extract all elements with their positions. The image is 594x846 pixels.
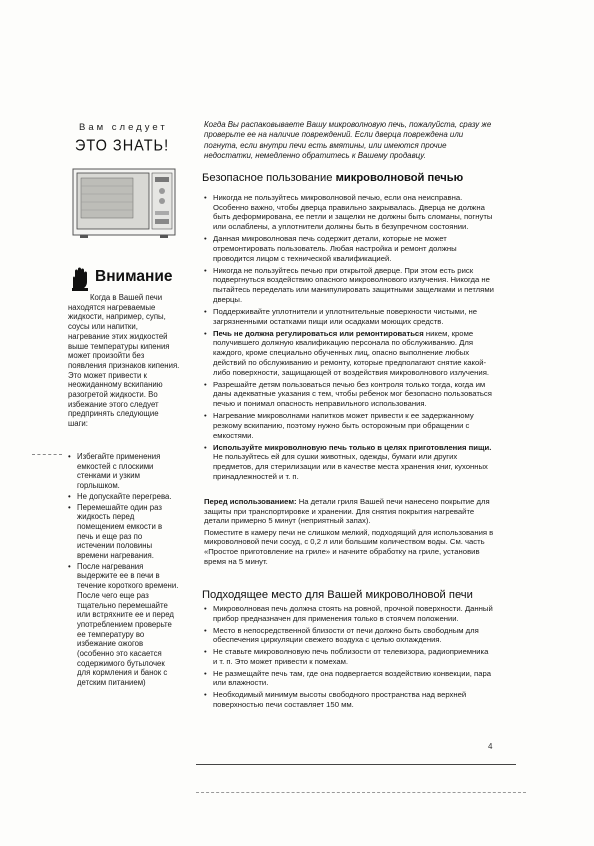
kicker-text: Вам следует xyxy=(79,122,168,133)
warning-paragraph: Когда в Вашей печи находятся нагреваемые жидкости, например, супы, соусы или напитки, нагревание этих жидкостей выше температуры кипения может произойти без появления признаков кипения. Это может привести к неожиданному вскипанию разогретой жидкости. Во избежание этого следует предпринять следующие шаги: xyxy=(68,293,180,429)
list-item: • Перемешайте один раз жидкость перед помещением емкости в печь и еще раз по истечении половины времени нагревания. xyxy=(68,503,180,561)
list-item: • Не размещайте печь там, где она подвергается воздействию конвекции, пара или влажности. xyxy=(204,669,494,688)
item-lead: Печь не должна регулироваться или ремонтироваться xyxy=(213,328,424,338)
divider xyxy=(32,454,62,455)
list-item xyxy=(204,193,494,232)
list-item: • Необходимый минимум высоты свободного пространства над верхней поверхностью печи составляет 150 мм. xyxy=(204,690,494,709)
before-use-paragraph-2: Поместите в камеру печи не слишком мелкий, подходящий для использования в микроволновой печи сосуд, с 0,2 л или большим количеством воды. См. часть «Простое приготовление на гриле» и начните обработку на гриле, установив время на 5 минут. xyxy=(204,527,494,566)
item-text: Никогда не пользуйтесь микроволновой печью, если она неисправна. Особенно важно, чтобы дверца правильно закрывалась. Дверца не должна быть деформирована, ее петли и защелки не должны быть сломаны, погнуты или ослаблены, а уплотнители должны быть в безупречном состоянии. xyxy=(213,193,493,232)
item-text: Разрешайте детям пользоваться печью без контроля только тогда, когда им даны адекватные указания с тем, чтобы ребенок мог безопасно пользоваться печью и понимал опасность неправильного использования. xyxy=(213,379,492,409)
item-lead: Используйте микроволновую печь только в целях приготовления пищи. xyxy=(213,442,492,452)
list-item: • Избегайте применения емкостей с плоскими стенками и узким горлышком. xyxy=(68,452,180,491)
list-item: • После нагревания выдержите ее в печи в течение короткого времени. После чего еще раз тщательно перемешайте или встряхните ее и перед употреблением проверьте ее температуру во избежание ожогов (особенно это касается содержимого бутылочек для кормления и банок с детским питанием) xyxy=(68,562,180,688)
item-text: Никогда не пользуйтесь печью при открытой дверце. При этом есть риск подвергнуться воздействию опасного микроволнового излучения. Никогда не пытайтесь переделать или манипулировать защитными защелками и петлями дверцы. xyxy=(213,265,494,304)
placement-list xyxy=(204,604,494,712)
section-title-part: Безопасное пользование xyxy=(202,172,336,184)
list-item: • Не допускайте перегрева. xyxy=(68,492,180,502)
list-item xyxy=(204,234,494,263)
list-item: • Не ставьте микроволновую печь поблизости от телевизора, радиоприемника и т. п. Это может привести к помехам. xyxy=(204,647,494,666)
before-use-block xyxy=(204,497,494,568)
item-text: Не пользуйтесь ей для сушки животных, одежды, бумаги или других предметов, для стерилизации или в качестве места хранения книг, кухонных принадлежностей и т. п. xyxy=(213,452,488,481)
footer-rule-dashed xyxy=(196,792,526,793)
section-title-part: микроволновой печью xyxy=(335,172,464,184)
list-item xyxy=(204,443,494,482)
safety-list xyxy=(204,193,494,484)
list-item: • Микроволновая печь должна стоять на ровной, прочной поверхности. Данный прибор предназначен для применения только в стоячем положении. xyxy=(204,604,494,623)
item-text: Данная микроволновая печь содержит детали, которые не может отремонтировать пользователь. Любая настройка и ремонт должны проводится лицом с технической квалификацией. xyxy=(213,234,457,263)
before-use-paragraph xyxy=(204,497,494,526)
list-item: • Место в непосредственной близости от печи должно быть свободным для обеспечения циркуляции свежего воздуха с целью охлаждения. xyxy=(204,626,494,645)
warning-hand-icon xyxy=(70,265,92,291)
headline: ЭТО ЗНАТЬ! xyxy=(75,137,170,155)
oven-illustration xyxy=(70,165,178,241)
section-title-placement: Подходящее место для Вашей микроволновой печи xyxy=(202,589,473,601)
list-item xyxy=(204,307,494,326)
before-use-lead: Перед использованием: xyxy=(204,497,297,506)
item-text: Нагревание микроволнами напитков может привести к ее задержанному резкому вскипанию, поэтому нужно быть осторожным при обращении с емкостями. xyxy=(213,411,474,440)
list-item xyxy=(204,329,494,378)
list-item xyxy=(204,380,494,409)
page-number: 4 xyxy=(488,742,493,751)
warning-title: Внимание xyxy=(95,268,173,285)
list-item xyxy=(204,411,494,440)
list-item xyxy=(204,266,494,305)
item-text: никем, кроме получившего должную квалификацию персонала по обслуживанию. Для каждого, кроме специально обученных лиц, опасно выполнение любых действий по обслуживанию и ремонту, которые предполагают снятие какой-либо поверхности, защищающей от воздействия микроволнового излучения. xyxy=(213,328,490,377)
intro-paragraph: Когда Вы распаковываете Вашу микроволновую печь, пожалуйста, сразу же проверьте ее на наличие повреждений. Если дверца повреждена или погнута, если внутри печи есть вмятины, или имеются прочие недостатки, немедленно обратитесь к Вашему продавцу. xyxy=(204,120,492,160)
warning-steps-list xyxy=(68,452,180,689)
footer-rule xyxy=(196,764,516,765)
item-text: Поддерживайте уплотнители и уплотнительные поверхности чистыми, не загрязненными остатками пищи или осадками моющих средств. xyxy=(213,306,478,326)
section-title-safe-use xyxy=(202,172,502,184)
warning-body xyxy=(68,293,180,429)
before-use-text: На детали гриля Вашей печи нанесено покрытие для защиты при транспортировке и хранении. Для снятия покрытия нагревайте детали примерно 5 минут (неприятный запах). xyxy=(204,497,490,526)
